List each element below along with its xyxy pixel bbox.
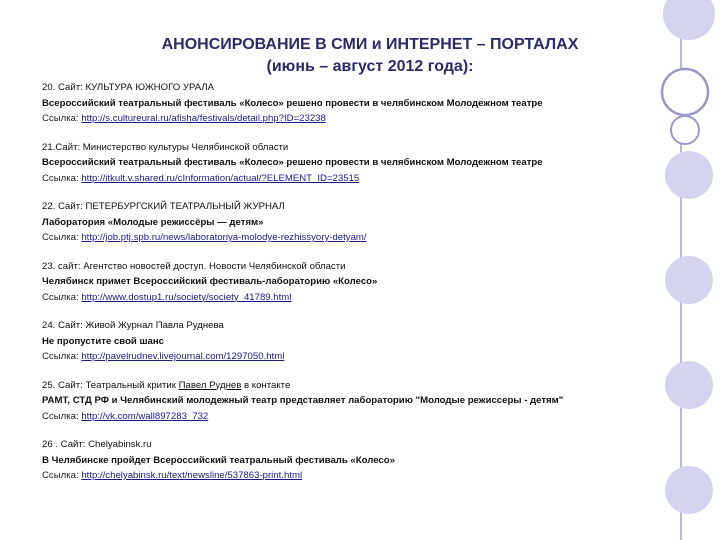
entry-source: 23. сайт: Агентство новостей доступ. Новости Челябинской области [42,260,346,272]
entry-source-prefix: 25. Сайт: Театральный критик [42,379,179,391]
entry-source: 26 . Сайт: Chelyabinsk.ru [42,439,152,450]
entry-source: 22. Сайт: ПЕТЕРБУРГСКИЙ ТЕАТРАЛЬНЫЙ ЖУРНАЛ [42,201,285,212]
title-line-2: (июнь – август 2012 года): [266,58,474,75]
critic-name-link[interactable]: Павел Руднев [178,379,242,391]
link-label: Ссылка: [42,410,79,422]
media-entry-22 [42,199,652,246]
entry-headline: РАМТ, СТД РФ и Челябинский молодежный театр представляет лабораторию "Молодые режиссеры - детям" [42,395,564,406]
entry-link-row [42,111,652,127]
link-label: Ссылка: [42,172,79,184]
decorative-circle-2 [665,151,713,199]
entry-link[interactable]: http://vk.com/wall897283_732 [81,410,209,422]
decorative-circle-3 [665,256,713,304]
entry-source [42,378,652,394]
entry-source: 21.Сайт: Министерство культуры Челябинской области [42,141,289,153]
link-label: Ссылка: [42,470,79,481]
entry-link-row [42,409,652,425]
media-entry-20 [42,80,652,127]
entry-source: 24. Сайт: Живой Журнал Павла Руднева [42,320,224,331]
media-entry-24 [42,318,652,365]
title-line-1: АНОНСИРОВАНИЕ В СМИ и ИНТЕРНЕТ – ПОРТАЛАХ [161,36,579,53]
media-entry-25 [42,378,652,425]
media-entry-26 [42,437,652,484]
page-title [90,34,650,78]
entry-headline: Всероссийский театральный фестиваль «Колесо» решено провести в челябинском Молодежном театре [42,97,543,109]
entry-link-row [42,349,652,365]
link-label: Ссылка: [42,232,79,243]
media-entry-21 [42,140,652,187]
entry-source: 20. Сайт: КУЛЬТУРА ЮЖНОГО УРАЛА [42,82,215,93]
media-entry-23 [42,259,652,306]
entry-source-suffix: в контакте [241,379,291,391]
entry-headline: Не пропустите свой шанс [42,335,164,347]
entry-link[interactable]: http://job.ptj.spb.ru/news/laboratoriya-molodye-rezhissyory-detyam/ [81,232,367,243]
entry-link[interactable]: http://pavelrudnev.livejournal.com/1297050.html [81,351,285,362]
entry-link[interactable]: http://chelyabinsk.ru/text/newsline/537863-print.html [81,470,303,481]
decorative-ring-2 [671,116,699,144]
entry-link[interactable]: http://s.cultureural.ru/afisha/festivals/detail.php?ID=23238 [81,113,326,124]
entry-link-row [42,230,652,246]
link-label: Ссылка: [42,113,79,124]
entry-link-row [42,468,652,484]
entry-link[interactable]: http://www.dostup1.ru/society/society_41789.html [81,291,292,303]
entry-link[interactable]: http://itkult.v.shared.ru/cInformation/actual/?ELEMENT_ID=23515 [81,172,360,184]
link-label: Ссылка: [42,291,79,303]
entry-headline: Челябинск примет Всероссийский фестиваль-лабораторию «Колесо» [42,276,378,287]
decorative-circles [655,0,720,540]
entry-headline: Всероссийский театральный фестиваль «Колесо» решено провести в челябинском Молодежном театре [42,157,543,168]
entry-headline: Лаборатория «Молодые режиссёры — детям» [42,216,264,228]
entry-link-row [42,290,652,306]
entry-link-row [42,171,652,187]
media-entries-list [42,80,652,497]
entry-headline: В Челябинске пройдет Всероссийский театральный фестиваль «Колесо» [42,454,395,466]
decorative-ring-1 [662,69,708,115]
decorative-circle-5 [665,466,713,514]
decorative-circle-1 [663,0,715,40]
link-label: Ссылка: [42,351,79,362]
decorative-circle-4 [665,361,713,409]
